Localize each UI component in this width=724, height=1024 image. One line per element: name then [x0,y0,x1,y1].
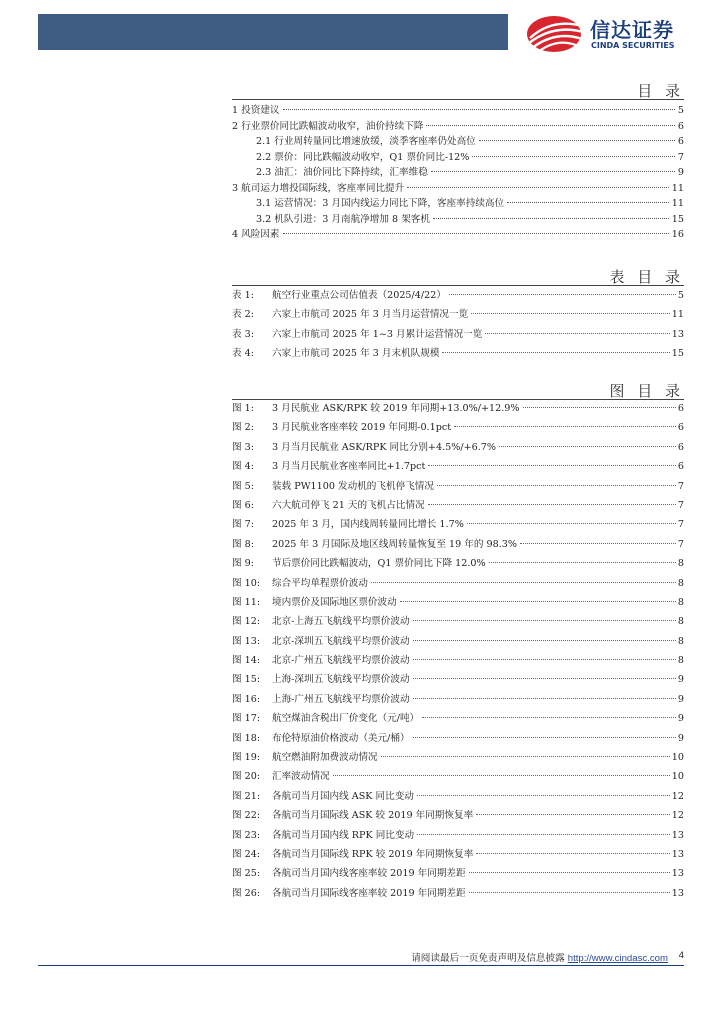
dot-leader [476,814,670,815]
logo-english-name: CINDA SECURITIES [591,41,675,50]
figure-entry[interactable] [232,730,684,749]
toc-entry-text: 3.1 运营情况：3 月国内线运力同比下降，客座率持续高位 [256,198,505,209]
figure-entry-title: 上海-广州五飞航线平均票价波动 [272,693,410,705]
figure-entry-label: 图 24: [232,848,261,860]
toc-entry-text: 2.1 行业周转量同比增速放缓，淡季客座率仍处高位 [256,136,476,147]
figure-entry-title: 各航司当月国际线 RPK 较 2019 年同期恢复率 [272,848,474,860]
figure-entry-title: 2025 年 3 月国际及地区线周转量恢复至 19 年的 98.3% [272,538,518,550]
figure-entry-label: 图 1: [232,403,254,414]
figure-entry-label: 图 16: [232,693,261,705]
figure-entry-label: 图 26: [232,887,261,899]
toc-entry-text: 2.2 票价：同比跌幅波动收窄，Q1 票价同比-12% [256,151,470,163]
figure-entry-label: 图 19: [232,752,261,764]
figure-entry-label: 图 11: [232,596,261,608]
figure-entry[interactable] [232,788,684,807]
table-entry-label: 表 1: [232,290,254,301]
figure-entry-page: 9 [677,713,684,725]
toc-entry-page: 11 [671,198,684,209]
figure-entry-label: 图 14: [232,655,261,667]
dot-leader [433,218,669,219]
table-entry-page: 15 [671,348,684,360]
cinda-logo-icon [524,12,586,56]
table-entry-title: 六家上市航司 2025 年 3 月当月运营情况一览 [272,309,469,321]
figure-entry[interactable] [232,439,684,458]
figure-entry-label: 图 3: [232,441,254,453]
dot-leader [499,446,676,447]
tables-title: 表 目 录 [609,268,684,286]
figure-entry-page: 12 [671,790,684,802]
figure-entry[interactable] [232,768,684,787]
toc-entry-page: 15 [671,213,684,225]
dot-leader [422,717,676,718]
dot-leader [413,698,676,699]
figure-entry-title: 汇率波动情况 [272,771,330,783]
dot-leader [413,659,676,660]
figure-entry-page: 8 [677,577,684,589]
dot-leader [407,187,669,188]
toc-entry-page: 5 [677,105,684,116]
figure-entry[interactable] [232,400,684,419]
figure-entry-title: 综合平均单程票价波动 [272,577,368,589]
dot-leader [431,171,675,172]
dot-leader [413,640,676,641]
figure-entry-page: 8 [677,616,684,628]
dot-leader [471,313,670,314]
figure-entry-label: 图 8: [232,538,254,550]
table-entry-label: 表 3: [232,328,254,340]
company-logo [524,12,704,56]
figure-entry-title: 布伦特原油价格波动（美元/桶） [272,732,410,744]
figure-entry-page: 7 [677,480,684,492]
figure-entry[interactable] [232,865,684,884]
figure-entry-page: 13 [671,887,684,899]
table-entry[interactable] [232,345,684,364]
footer-rule [38,965,684,966]
toc-entry-text: 2 行业票价同比跌幅波动收窄，油价持续下降 [232,120,424,132]
dot-leader [413,620,676,621]
toc-entry[interactable] [232,211,684,227]
toc-entry[interactable] [232,102,684,118]
figure-entry-title: 3 月民航业 ASK/RPK 较 2019 年同期+13.0%/+12.9% [272,403,520,414]
table-entry-page: 5 [677,290,684,301]
dot-leader [507,202,669,203]
figure-entry-title: 北京-上海五飞航线平均票价波动 [272,616,410,628]
figure-entry-title: 航空燃油附加费波动情况 [272,752,378,764]
dot-leader [428,504,676,505]
figure-entry-title: 3 月当月民航业 ASK/RPK 同比分别+4.5%/+6.7% [272,441,496,453]
figure-entry-label: 图 18: [232,732,261,744]
figure-entry[interactable] [232,807,684,826]
figure-entry-page: 9 [677,732,684,744]
figure-entry[interactable] [232,652,684,671]
logo-chinese-name: 信达证券 [590,18,674,42]
figure-entry[interactable] [232,710,684,729]
figure-entry-title: 2025 年 3 月，国内线周转量同比增长 1.7% [272,519,464,531]
figure-entry-label: 图 6: [232,499,254,511]
figure-entry-label: 图 12: [232,616,261,628]
toc-entry-text: 3 航司运力增投国际线，客座率同比提升 [232,182,405,194]
tables-rule [232,285,684,286]
figure-entry[interactable] [232,555,684,574]
dot-leader [449,294,676,295]
figure-entry[interactable] [232,516,684,535]
table-entry-title: 航空行业重点公司估值表（2025/4/22） [272,290,446,301]
dot-leader [283,109,675,110]
tables-list [232,287,684,365]
figure-entry-title: 各航司当月国内线客座率较 2019 年同期差距 [272,868,466,880]
figure-entry-page: 8 [677,596,684,608]
figure-entry-page: 6 [677,422,684,434]
figure-entry-page: 6 [677,461,684,473]
dot-leader [523,407,676,408]
figure-entry-label: 图 22: [232,810,261,822]
dot-leader [442,352,669,353]
toc-entry-text: 1 投资建议 [232,105,280,116]
figure-entry-page: 7 [677,499,684,511]
figures-list [232,400,684,904]
dot-leader [472,156,675,157]
toc-entry[interactable] [232,118,684,134]
dot-leader [417,834,670,835]
figure-entry[interactable] [232,749,684,768]
figure-entry-page: 13 [671,829,684,841]
toc-entry[interactable] [232,133,684,149]
figure-entry-page: 8 [677,655,684,667]
table-entry-page: 11 [671,309,684,321]
figure-entry[interactable] [232,885,684,904]
figure-entry-label: 图 10: [232,577,261,589]
figure-entry[interactable] [232,458,684,477]
toc-entry-page: 7 [677,151,684,163]
dot-leader [476,853,669,854]
dot-leader [467,523,676,524]
figure-entry-page: 8 [677,635,684,647]
footer-url-link[interactable]: http://www.cindasc.com [567,953,668,964]
toc-entry[interactable] [232,164,684,180]
toc-entry[interactable] [232,149,684,165]
dot-leader [469,872,670,873]
dot-leader [381,756,670,757]
figure-entry-page: 13 [671,868,684,880]
figure-entry[interactable] [232,536,684,555]
figure-entry[interactable] [232,671,684,690]
figure-entry-page: 6 [677,403,684,414]
figure-entry-title: 各航司当月国际线客座率较 2019 年同期差距 [272,887,466,899]
dot-leader [333,775,670,776]
dot-leader [520,543,676,544]
dot-leader [437,485,676,486]
figure-entry-page: 13 [671,848,684,860]
table-entry-title: 六家上市航司 2025 年 3 月末机队规模 [272,348,440,360]
figure-entry[interactable] [232,691,684,710]
figure-entry-label: 图 9: [232,558,254,570]
toc-entry-text: 2.3 油汇：油价同比下降持续，汇率维稳 [256,167,428,178]
figure-entry-label: 图 4: [232,461,254,473]
figure-entry-page: 9 [677,693,684,705]
toc-entry-text: 3.2 机队引进：3 月南航净增加 8 架客机 [256,213,430,225]
figure-entry-page: 9 [677,674,684,686]
figure-entry-title: 航空煤油含税出厂价变化（元/吨） [272,713,420,725]
figure-entry[interactable] [232,827,684,846]
figure-entry[interactable] [232,478,684,497]
figure-entry-label: 图 23: [232,829,261,841]
figure-entry-title: 装载 PW1100 发动机的飞机停飞情况 [272,480,434,492]
table-entry[interactable] [232,306,684,325]
table-entry[interactable] [232,326,684,345]
table-entry[interactable] [232,287,684,306]
figure-entry-label: 图 21: [232,790,261,802]
dot-leader [489,562,676,563]
figure-entry-title: 3 月当月民航业客座率同比+1.7pct [272,461,426,473]
toc-title: 目 录 [637,82,684,100]
figure-entry-page: 10 [671,771,684,783]
figure-entry[interactable] [232,613,684,632]
dot-leader [283,233,669,234]
figure-entry-title: 上海-深圳五飞航线平均票价波动 [272,674,410,686]
table-entry-label: 表 4: [232,348,254,360]
figure-entry-title: 各航司当月国内线 RPK 同比变动 [272,829,415,841]
toc-entry-page: 6 [677,136,684,147]
header-band [38,14,508,50]
toc-entry-page: 9 [677,167,684,178]
toc-rule [232,99,684,100]
figure-entry-title: 各航司当月国内线 ASK 同比变动 [272,790,414,802]
footer-disclaimer-line [411,950,668,964]
toc-entry[interactable] [232,180,684,196]
figure-entry-page: 12 [671,810,684,822]
dot-leader [413,678,676,679]
toc-entry-page: 6 [677,120,684,132]
dot-leader [485,333,669,334]
figure-entry-page: 7 [677,519,684,531]
toc-entry[interactable] [232,226,684,242]
toc-entry-text: 4 风险因素 [232,229,280,240]
figure-entry-page: 10 [671,752,684,764]
footer-disclaimer: 请阅读最后一页免责声明及信息披露 [411,953,565,964]
figure-entry-title: 六大航司停飞 21 天的飞机占比情况 [272,499,425,511]
dot-leader [371,582,676,583]
figure-entry-label: 图 25: [232,868,261,880]
figure-entry-page: 7 [677,538,684,550]
table-entry-label: 表 2: [232,309,254,321]
figure-entry[interactable] [232,633,684,652]
figure-entry[interactable] [232,846,684,865]
figure-entry-title: 境内票价及国际地区票价波动 [272,596,397,608]
toc-entry-page: 16 [671,229,684,240]
figure-entry-label: 图 15: [232,674,261,686]
dot-leader [413,737,676,738]
figure-entry[interactable] [232,594,684,613]
figure-entry-label: 图 7: [232,519,254,531]
figure-entry-title: 3 月民航业客座率较 2019 年同期-0.1pct [272,422,452,434]
figure-entry[interactable] [232,497,684,516]
figure-entry-title: 各航司当月国际线 ASK 较 2019 年同期恢复率 [272,810,474,822]
figure-entry-title: 北京-深圳五飞航线平均票价波动 [272,635,410,647]
toc-entry-page: 11 [671,182,684,194]
figure-entry-label: 图 13: [232,635,261,647]
toc-list [232,102,684,242]
figure-entry-label: 图 20: [232,771,261,783]
figure-entry-page: 8 [677,558,684,570]
dot-leader [469,892,670,893]
dot-leader [417,795,670,796]
figure-entry[interactable] [232,419,684,438]
figure-entry-label: 图 17: [232,713,261,725]
dot-leader [454,426,676,427]
figure-entry-title: 北京-广州五飞航线平均票价波动 [272,655,410,667]
figure-entry-label: 图 2: [232,422,254,434]
figure-entry-page: 6 [677,441,684,453]
dot-leader [479,140,675,141]
dot-leader [400,601,676,602]
figure-entry-title: 节后票价同比跌幅波动，Q1 票价同比下降 12.0% [272,558,486,570]
toc-entry[interactable] [232,195,684,211]
table-entry-page: 13 [671,328,684,340]
dot-leader [426,125,674,126]
page-number: 4 [678,950,684,961]
table-entry-title: 六家上市航司 2025 年 1~3 月累计运营情况一览 [272,328,483,340]
figure-entry[interactable] [232,575,684,594]
figures-title: 图 目 录 [609,382,684,400]
figure-entry-label: 图 5: [232,480,254,492]
dot-leader [428,465,676,466]
